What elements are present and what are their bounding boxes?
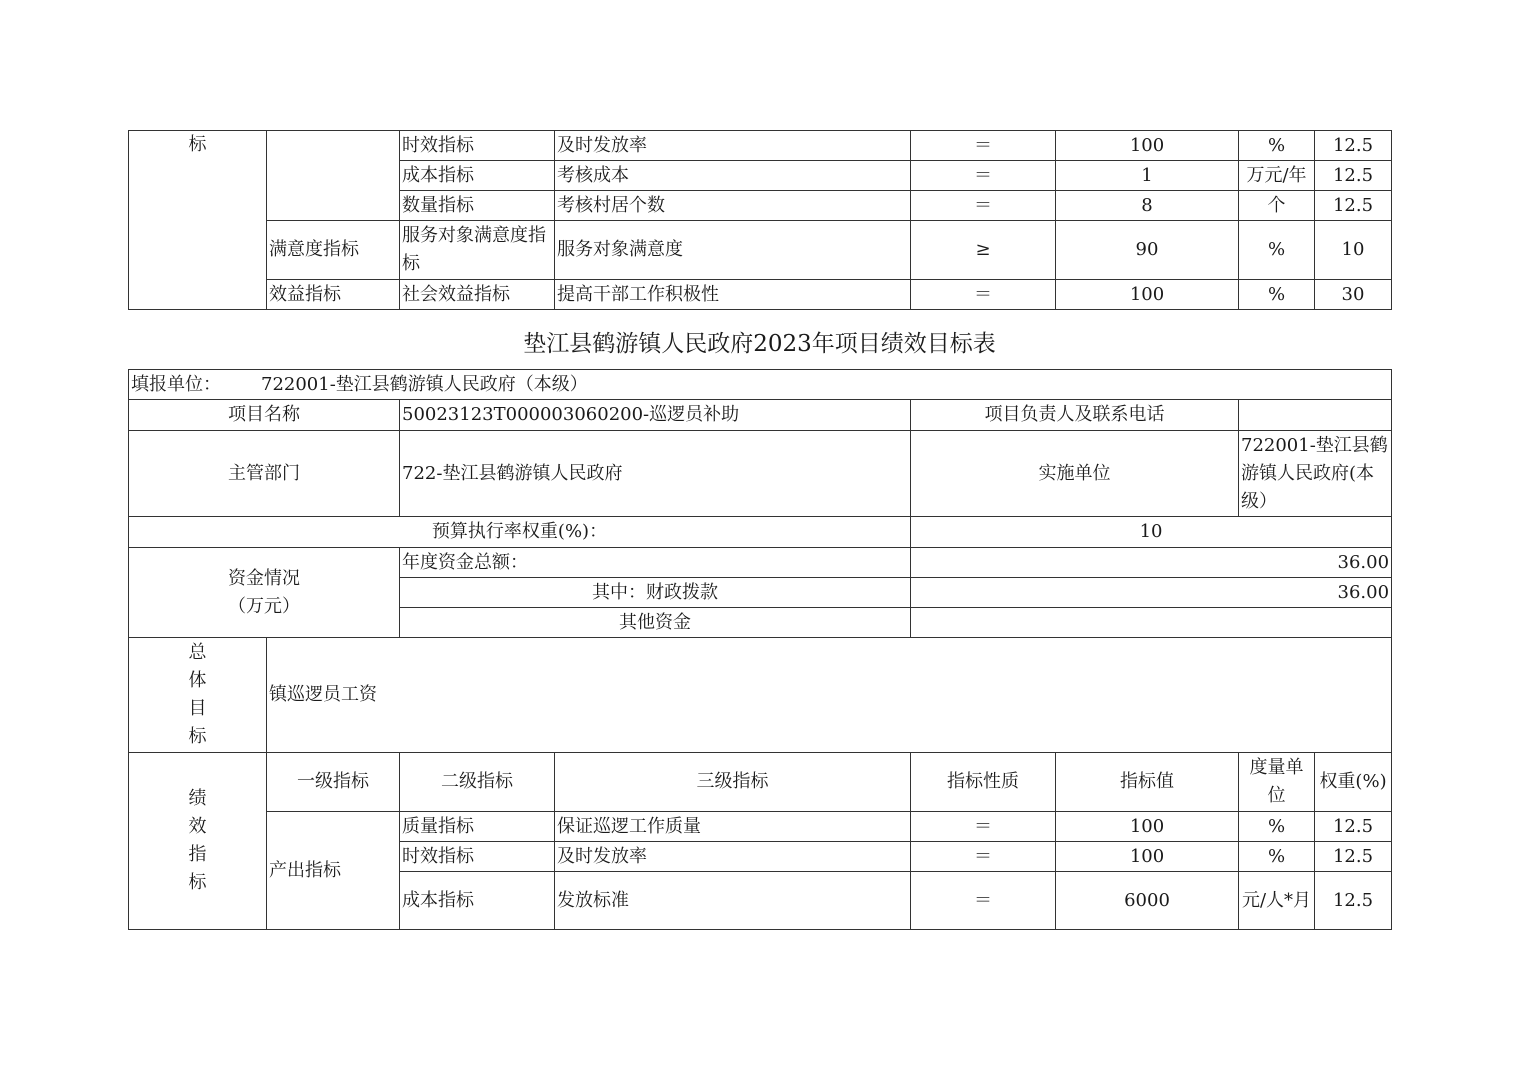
header-nature: 指标性质 <box>911 753 1056 812</box>
level2-cell: 时效指标 <box>400 842 555 872</box>
weight-cell: 10 <box>1315 221 1392 280</box>
goal-label <box>129 638 267 753</box>
fiscal-value: 36.00 <box>911 578 1392 608</box>
nature-cell: ＝ <box>911 191 1056 221</box>
perf-label <box>129 753 267 930</box>
annual-total-label: 年度资金总额： <box>400 548 911 578</box>
unit-cell: 万元/年 <box>1239 161 1315 191</box>
level3-cell: 服务对象满意度 <box>555 221 911 280</box>
header-value: 指标值 <box>1056 753 1239 812</box>
goal-value: 镇巡逻员工资 <box>267 638 1392 753</box>
nature-cell: ＝ <box>911 131 1056 161</box>
level3-cell: 及时发放率 <box>555 131 911 161</box>
unit-cell: % <box>1239 842 1315 872</box>
filler-value: 722001-垫江县鹤游镇人民政府（本级） <box>261 373 588 395</box>
impl-label: 实施单位 <box>911 431 1239 517</box>
top-indicator-table <box>128 130 1392 310</box>
weight-cell: 12.5 <box>1315 131 1392 161</box>
goal-label-char: 总 <box>188 642 207 663</box>
perf-label-tail: 标 <box>129 131 267 310</box>
value-cell: 6000 <box>1056 872 1239 930</box>
weight-cell: 12.5 <box>1315 872 1392 930</box>
output-indicator-label: 产出指标 <box>267 812 400 930</box>
level3-cell: 提高干部工作积极性 <box>555 280 911 310</box>
value-cell: 100 <box>1056 131 1239 161</box>
level2-cell: 质量指标 <box>400 812 555 842</box>
level3-cell: 及时发放率 <box>555 842 911 872</box>
weight-cell: 12.5 <box>1315 842 1392 872</box>
other-funds-label: 其他资金 <box>400 608 911 638</box>
funds-label <box>129 548 400 638</box>
form-title: 垫江县鹤游镇人民政府2023年项目绩效目标表 <box>523 331 996 357</box>
level3-cell: 发放标准 <box>555 872 911 930</box>
header-level3: 三级指标 <box>555 753 911 812</box>
perf-label-char: 效 <box>188 816 207 837</box>
leader-value <box>1239 400 1392 431</box>
annual-total-value: 36.00 <box>911 548 1392 578</box>
level2-cell: 时效指标 <box>400 131 555 161</box>
unit-cell: % <box>1239 221 1315 280</box>
dept-value: 722-垫江县鹤游镇人民政府 <box>400 431 911 517</box>
nature-cell: ＝ <box>911 280 1056 310</box>
level3-cell: 考核村居个数 <box>555 191 911 221</box>
level2-cell: 成本指标 <box>400 872 555 930</box>
header-unit: 度量单位 <box>1239 753 1315 812</box>
level3-cell: 考核成本 <box>555 161 911 191</box>
unit-cell: 个 <box>1239 191 1315 221</box>
level2-cell: 社会效益指标 <box>400 280 555 310</box>
unit-cell: 元/人*月 <box>1239 872 1315 930</box>
goal-label-char: 目 <box>188 698 207 719</box>
value-cell: 100 <box>1056 842 1239 872</box>
value-cell: 90 <box>1056 221 1239 280</box>
filler-label: 填报单位： <box>131 373 221 395</box>
nature-cell: ＝ <box>911 161 1056 191</box>
level2-cell: 服务对象满意度指标 <box>400 221 555 280</box>
weight-cell: 12.5 <box>1315 191 1392 221</box>
level1-cell: 效益指标 <box>267 280 400 310</box>
leader-label: 项目负责人及联系电话 <box>911 400 1239 431</box>
value-cell: 100 <box>1056 812 1239 842</box>
weight-cell: 30 <box>1315 280 1392 310</box>
goal-label-char: 标 <box>188 726 207 747</box>
level1-cell: 满意度指标 <box>267 221 400 280</box>
empty-level1-cell <box>267 131 400 221</box>
dept-label: 主管部门 <box>129 431 400 517</box>
unit-cell: % <box>1239 280 1315 310</box>
value-cell: 1 <box>1056 161 1239 191</box>
budget-weight-value: 10 <box>911 517 1392 548</box>
level3-cell: 保证巡逻工作质量 <box>555 812 911 842</box>
funds-label-line1: 资金情况 <box>228 567 300 589</box>
budget-weight-label: 预算执行率权重(%)： <box>129 517 911 548</box>
funds-label-line2: （万元） <box>228 595 300 617</box>
header-level1: 一级指标 <box>267 753 400 812</box>
nature-cell: ＝ <box>911 872 1056 930</box>
nature-cell: ＝ <box>911 842 1056 872</box>
level2-cell: 数量指标 <box>400 191 555 221</box>
perf-label-char: 标 <box>188 872 207 893</box>
other-funds-value <box>911 608 1392 638</box>
nature-cell: ＝ <box>911 812 1056 842</box>
value-cell: 100 <box>1056 280 1239 310</box>
project-name-value: 50023123T000003060200-巡逻员补助 <box>400 400 911 431</box>
project-name-label: 项目名称 <box>129 400 400 431</box>
header-level2: 二级指标 <box>400 753 555 812</box>
nature-cell: ≥ <box>911 221 1056 280</box>
perf-label-char: 指 <box>188 844 207 865</box>
unit-cell: % <box>1239 812 1315 842</box>
unit-cell: % <box>1239 131 1315 161</box>
fiscal-label: 其中：财政拨款 <box>400 578 911 608</box>
header-weight: 权重(%) <box>1315 753 1392 812</box>
perf-label-char: 绩 <box>188 788 207 809</box>
filler-row <box>129 370 1392 400</box>
weight-cell: 12.5 <box>1315 812 1392 842</box>
level2-cell: 成本指标 <box>400 161 555 191</box>
goal-label-char: 体 <box>188 670 207 691</box>
performance-goal-table <box>128 369 1392 930</box>
value-cell: 8 <box>1056 191 1239 221</box>
impl-value: 722001-垫江县鹤游镇人民政府(本级） <box>1239 431 1392 517</box>
weight-cell: 12.5 <box>1315 161 1392 191</box>
